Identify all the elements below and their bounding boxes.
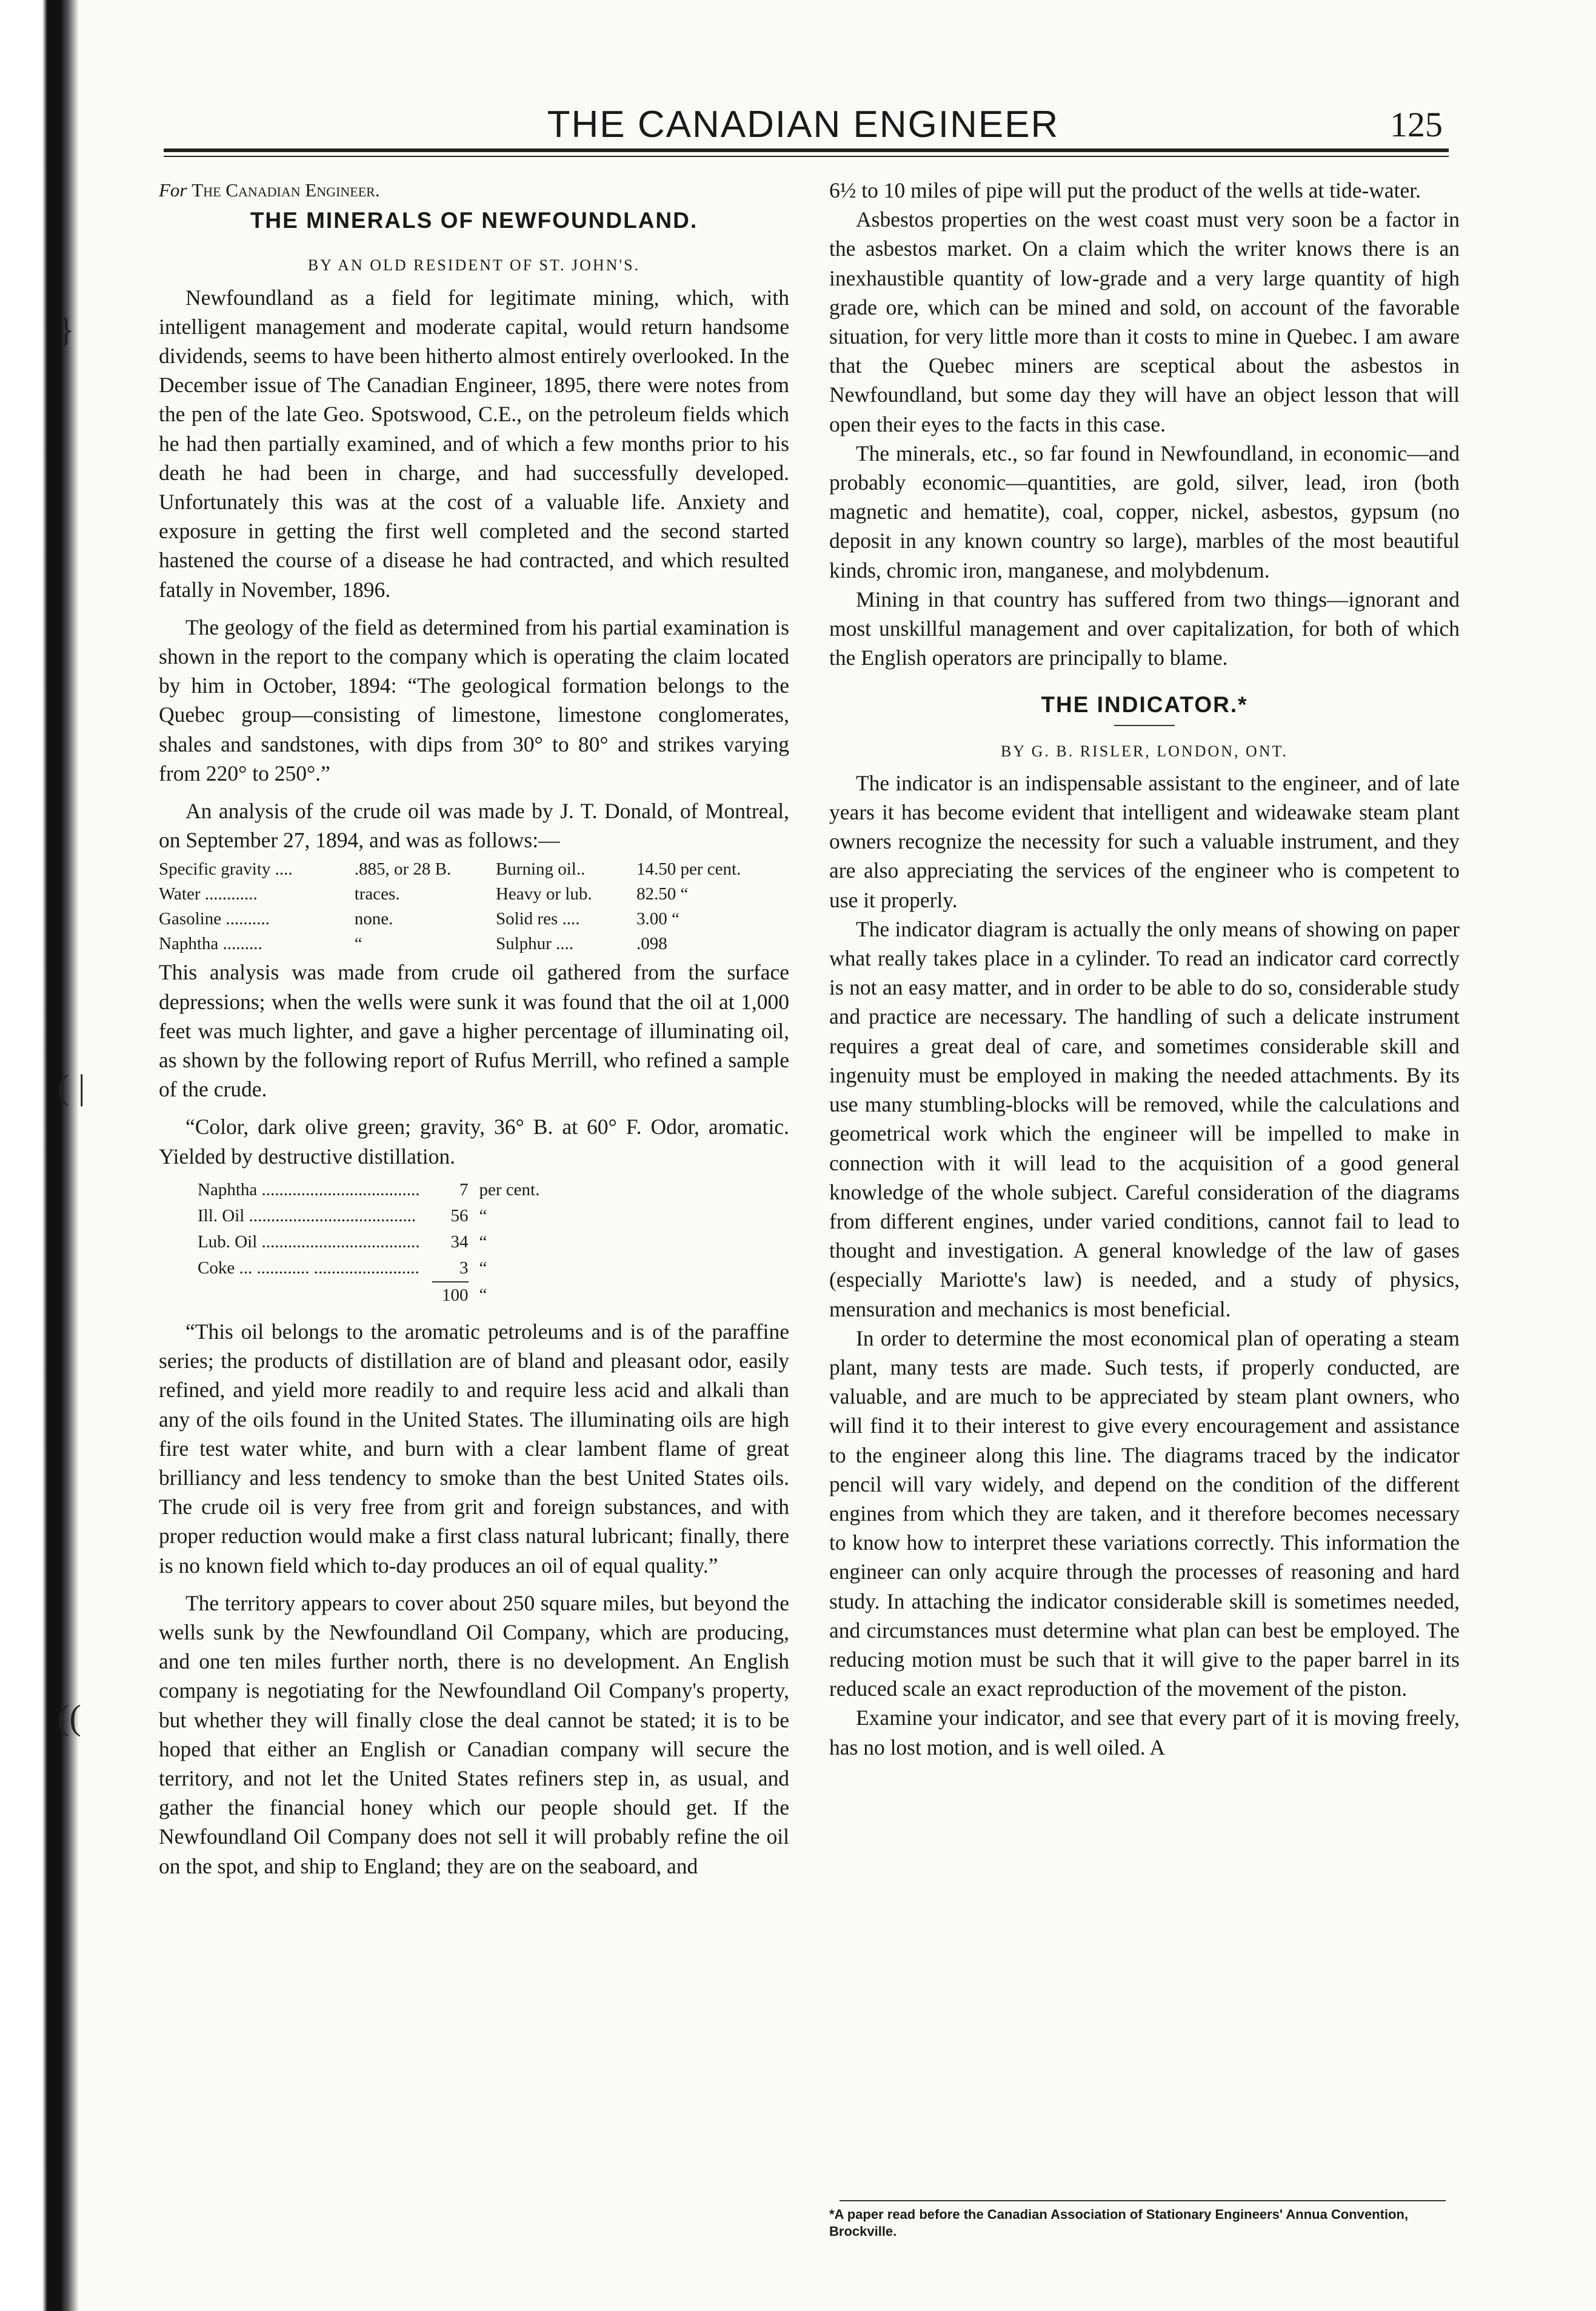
- table-cell: per cent.: [479, 1179, 540, 1199]
- paragraph: The indicator diagram is actually the only means of showing on paper what really takes place in a cylinder. To read an indicator card correctly is not an easy matter, and in order to be able to do so, considerable study and practice are necessary. The handling of such a delicate instrument requires a great deal of care, and sometimes considerable skill and ingenuity must be employed in making the needed attachments. By its use many stumbling-blocks will be removed, while the calculations and geometrical work which the engineer will be impelled to make in connection with it will lead to the acquisition of a good general knowledge of the whole subject. Careful consideration of the diagrams from different engines, under varied conditions, cannot fail to lead to thought and investigation. A general knowledge of the law of gases (especially Mariotte's law) is needed, and a study of physics, mensuration and mechanics is most beneficial.: [829, 916, 1460, 1321]
- table-cell: Naphtha ....................................: [198, 1179, 420, 1199]
- table-row: [198, 1177, 539, 1203]
- table-row: [198, 1229, 539, 1255]
- table-cell: Lub. Oil ....................................: [198, 1232, 420, 1252]
- paragraph: Mining in that country has suffered from two things—ignorant and most unskillful management and over capitalization, for both of which the English operators are principally to blame.: [829, 587, 1460, 670]
- table-row: [159, 907, 789, 932]
- paragraph: In order to determine the most economical plan of operating a steam plant, many tests are made. Such tests, if properly conducted, are valuable, and are much to be appreciated by steam plant owners, who will find it to their interest to give every encouragement and assistance to the engineer along this line. The diagrams traced by the indicator pencil will vary widely, and depend on the condition of the different engines from which they are taken, and it therefore becomes necessary to know how to interpret these variations correctly. This information the engineer can only acquire through the processes of reasoning and hard study. In attaching the indicator considerable skill is sometimes needed, and circumstances must determine what plan can best be employed. The reducing motion must be such that it will give to the paper barrel in its reduced scale an exact reproduction of the movement of the piston.: [829, 1326, 1460, 1701]
- article-title: THE INDICATOR.*: [1041, 692, 1248, 718]
- paragraph: “This oil belongs to the aromatic petroleums and is of the paraffine series; the products of distillation are of bland and pleasant odor, easily refined, and yield more readily to and require less acid and alkali than any of the oils found in the United States. The illuminating oils are high fire test water white, and burn with a clear lambent flame of great brilliancy and less tendency to smoke than the best United States oils. The crude oil is very free from grit and foreign substances, and with proper reduction would make a first class natural lubricant; finally, there is no known field which to-day produces an oil of equal quality.”: [159, 1319, 789, 1578]
- table-cell: “: [479, 1284, 487, 1304]
- table-cell: Gasoline ..........: [159, 909, 270, 929]
- table-cell: .885, or 28 B.: [354, 859, 452, 879]
- table-cell: 14.50 per cent.: [636, 859, 741, 879]
- distillation-table: [198, 1177, 539, 1309]
- paragraph: An analysis of the crude oil was made by J. T. Donald, of Montreal, on September 27, 1894, and was as follows:—: [159, 799, 789, 853]
- page-number: 125: [1390, 105, 1443, 144]
- table-cell: 7: [459, 1179, 469, 1199]
- article-title: THE MINERALS OF NEWFOUNDLAND.: [250, 208, 698, 233]
- table-cell: 34: [450, 1232, 469, 1252]
- table-cell: “: [354, 934, 362, 954]
- table-cell: Solid res ....: [495, 909, 580, 929]
- paragraph: 6½ to 10 miles of pipe will put the product of the wells at tide-water.: [829, 178, 1421, 202]
- table-row: [198, 1255, 539, 1281]
- margin-mark: ( |: [58, 1067, 85, 1107]
- paragraph: “Color, dark olive green; gravity, 36° B. at 60° F. Odor, aromatic. Yielded by destructive distillation.: [159, 1115, 789, 1169]
- table-cell: “: [479, 1232, 487, 1252]
- table-cell: Sulphur ....: [495, 934, 574, 954]
- paragraph: The indicator is an indispensable assistant to the engineer, and of late years it has become evident that intelligent and wideawake steam plant owners recognize the necessity for such a valuable instrument, and they are also appreciating the services of the engineer who is competent to use it properly.: [829, 770, 1460, 912]
- paragraph: The minerals, etc., so far found in Newfoundland, in economic—and probably economic—quantities, are gold, silver, lead, iron (both magnetic and hematite), coal, copper, nickel, asbestos, gypsum (no deposit in any known country so large), marbles of the most beautiful kinds, chromic iron, manganese, and molybdenum.: [829, 441, 1460, 582]
- header-rule: [164, 148, 1449, 157]
- table-row: [159, 857, 789, 882]
- table-cell: Specific gravity ....: [159, 859, 293, 879]
- paragraph: The territory appears to cover about 250 square miles, but beyond the wells sunk by the Newfoundland Oil Company, which are producing, and one ten miles further north, there is no development. An English company is negotiating for the Newfoundland Oil Company's property, but whether they will finally close the deal cannot be stated; it is to be hoped that either an English or Canadian company will secure the territory, and not let the United States refiners step in, as usual, and gather the financial honey which our people should get. If the Newfoundland Oil Company does not sell it will probably refine the oil on the spot, and ship to England; they are on the seaboard, and: [159, 1590, 789, 1878]
- footnote: *A paper read before the Canadian Association of Stationary Engineers' Annua Convention, Brockville.: [829, 2207, 1409, 2239]
- title-rule: [1114, 725, 1175, 726]
- article-byline: BY AN OLD RESIDENT OF ST. JOHN'S.: [307, 256, 641, 275]
- table-cell: 82.50 “: [636, 884, 689, 904]
- article-credit: For The Canadian Engineer.: [159, 179, 380, 201]
- table-cell: 56: [450, 1206, 469, 1226]
- left-column: [159, 176, 789, 1881]
- table-row: [159, 932, 789, 956]
- right-column: [829, 176, 1460, 1762]
- paragraph: This analysis was made from crude oil gathered from the surface depressions; when the wells were sunk it was found that the oil at 1,000 feet was much lighter, and gave a higher percentage of illuminating oil, as shown by the following report of Rufus Merrill, who refined a sample of the crude.: [159, 960, 789, 1102]
- article-byline: BY G. B. RISLER, LONDON, ONT.: [1000, 742, 1289, 760]
- table-cell: Burning oil..: [495, 859, 586, 879]
- table-cell: Heavy or lub.: [495, 884, 592, 904]
- table-cell: 3.00 “: [636, 909, 679, 929]
- running-title: THE CANADIAN ENGINEER: [547, 104, 1060, 145]
- table-cell: Water ............: [159, 884, 258, 904]
- oil-analysis-table: [159, 857, 789, 956]
- margin-mark: }: [58, 310, 75, 349]
- table-cell: Coke ... ............ ........................: [198, 1258, 419, 1278]
- paragraph: Newfoundland as a field for legitimate mining, which, with intelligent management and moderate capital, would return handsome dividends, seems to have been hitherto almost entirely overlooked. In the December issue of The Canadian Engineer, 1895, there were notes from the pen of the late Geo. Spotswood, C.E., on the petroleum fields which he had then partially examined, and of which a few months prior to his death he had been in charge, and had successfully developed. Unfortunately this was at the cost of a valuable life. Anxiety and exposure in getting the first well completed and the second started hastened the course of a disease he had contracted, and which resulted fatally in November, 1896.: [159, 285, 789, 602]
- table-cell: none.: [354, 909, 393, 929]
- table-cell: Ill. Oil ......................................: [198, 1206, 416, 1226]
- table-row: [159, 882, 789, 907]
- table-total-row: [198, 1281, 539, 1309]
- paragraph: Asbestos properties on the west coast must very soon be a factor in the asbestos market. On a claim which the writer knows there is an inexhaustible quantity of low-grade and a very large quantity of high grade ore, which can be mined and sold, on account of the favorable situation, for very little more than it costs to mine in Quebec. I am aware that the Quebec miners are sceptical about the asbestos in Newfoundland, but some day they will have an object lesson that will open their eyes to the facts in this case.: [829, 207, 1460, 436]
- table-cell: “: [479, 1206, 487, 1226]
- table-cell: traces.: [354, 884, 400, 904]
- table-cell: .098: [636, 934, 667, 954]
- table-cell: “: [479, 1258, 487, 1278]
- margin-mark: ((: [58, 1698, 81, 1737]
- table-row: [198, 1203, 539, 1229]
- paragraph: Examine your indicator, and see that every part of it is moving freely, has no lost motion, and is well oiled. A: [829, 1706, 1460, 1759]
- table-total: 100: [432, 1281, 469, 1309]
- paragraph: The geology of the field as determined from his partial examination is shown in the report to the company which is operating the claim located by him in October, 1894: “The geological formation belongs to the Quebec group—consisting of limestone, limestone conglomerates, shales and sandstones, with dips from 30° to 80° and strikes varying from 220° to 250°.”: [159, 615, 789, 785]
- table-cell: 3: [459, 1258, 469, 1278]
- table-cell: Naphtha .........: [159, 934, 262, 954]
- footnote-rule: [840, 2200, 1446, 2201]
